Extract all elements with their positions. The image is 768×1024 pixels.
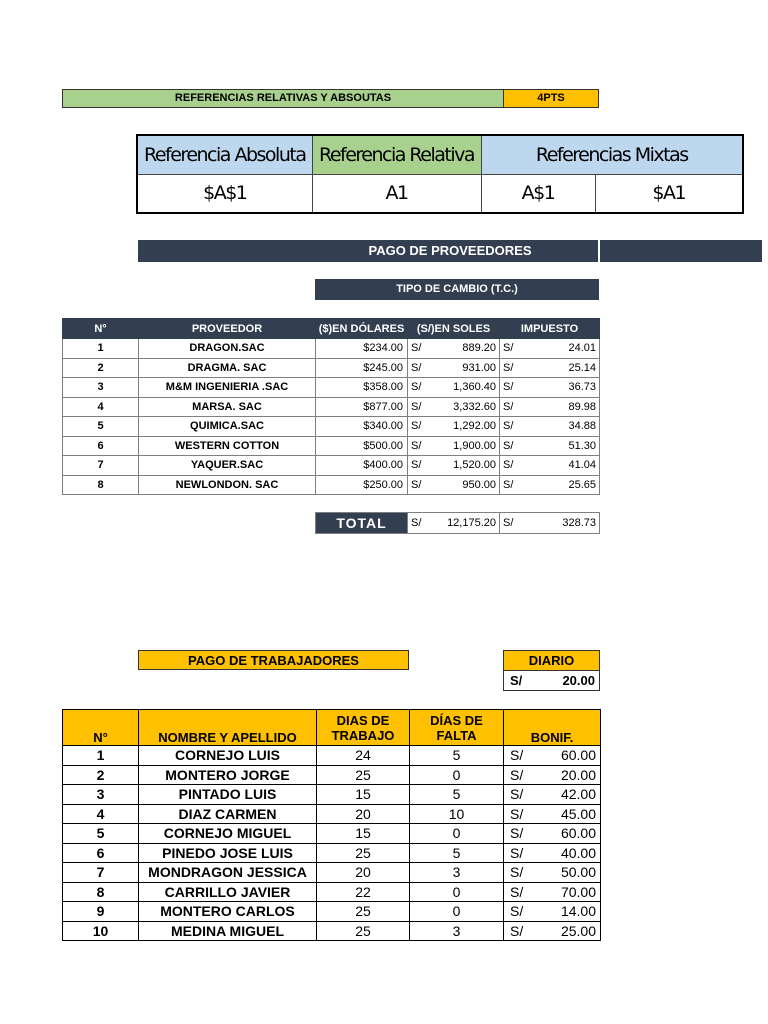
days-absent[interactable]: 3 <box>410 921 504 941</box>
currency-symbol: S/ <box>500 397 526 417</box>
ref-header-absolute[interactable]: Referencia Absoluta <box>137 135 312 174</box>
table-row <box>63 378 600 398</box>
worker-name[interactable]: MONTERO CARLOS <box>139 902 317 922</box>
trabajadores-title[interactable]: PAGO DE TRABAJADORES <box>138 650 409 670</box>
days-worked[interactable]: 25 <box>317 921 410 941</box>
days-worked[interactable]: 15 <box>317 824 410 844</box>
bonus-amount[interactable]: 20.00 <box>534 765 601 785</box>
bonus-amount[interactable]: 50.00 <box>534 863 601 883</box>
table-row <box>63 902 601 922</box>
row-number[interactable]: 4 <box>63 804 139 824</box>
worker-name[interactable]: MONTERO JORGE <box>139 765 317 785</box>
trabajadores-table <box>62 709 601 941</box>
amount-pen[interactable]: 1,360.40 <box>434 378 500 398</box>
days-worked[interactable]: 20 <box>317 804 410 824</box>
currency-symbol: S/ <box>408 397 434 417</box>
table-row <box>63 882 601 902</box>
tax-amount[interactable]: 36.73 <box>526 378 600 398</box>
table-row <box>63 456 600 476</box>
row-number[interactable]: 6 <box>63 843 139 863</box>
row-number[interactable]: 4 <box>63 397 139 417</box>
bonus-amount[interactable]: 25.00 <box>534 921 601 941</box>
bonus-amount[interactable]: 45.00 <box>534 804 601 824</box>
tax-amount[interactable]: 89.98 <box>526 397 600 417</box>
days-absent[interactable]: 5 <box>410 843 504 863</box>
days-worked[interactable]: 25 <box>317 843 410 863</box>
col-header-usd[interactable]: ($)EN DÓLARES <box>316 319 408 339</box>
bonus-amount[interactable]: 60.00 <box>534 824 601 844</box>
row-number[interactable]: 3 <box>63 785 139 805</box>
col-header-bonif[interactable]: BONIF. <box>504 710 601 746</box>
row-number[interactable]: 1 <box>63 339 139 359</box>
row-number[interactable]: 10 <box>63 921 139 941</box>
days-worked[interactable]: 25 <box>317 902 410 922</box>
table-row <box>63 746 601 766</box>
header-title[interactable]: REFERENCIAS RELATIVAS Y ABSOUTAS <box>62 89 504 108</box>
currency-symbol: S/ <box>504 804 534 824</box>
tax-amount[interactable]: 41.04 <box>526 456 600 476</box>
table-row <box>63 863 601 883</box>
worker-name[interactable]: CARRILLO JAVIER <box>139 882 317 902</box>
ref-value-mixed-row[interactable]: A$1 <box>481 174 595 213</box>
col-header-n[interactable]: N° <box>63 319 139 339</box>
worker-name[interactable]: MONDRAGON JESSICA <box>139 863 317 883</box>
currency-symbol: S/ <box>408 475 434 495</box>
amount-usd[interactable]: $358.00 <box>316 378 408 398</box>
amount-usd[interactable]: $877.00 <box>316 397 408 417</box>
bar-divider <box>598 240 600 262</box>
currency-symbol: S/ <box>408 456 434 476</box>
row-number[interactable]: 1 <box>63 746 139 766</box>
table-row <box>63 397 600 417</box>
currency-symbol: S/ <box>408 378 434 398</box>
table-row <box>63 358 600 378</box>
table-row <box>63 765 601 785</box>
currency-symbol: S/ <box>500 417 526 437</box>
tax-amount[interactable]: 25.14 <box>526 358 600 378</box>
table-row <box>63 824 601 844</box>
row-number[interactable]: 9 <box>63 902 139 922</box>
row-number[interactable]: 7 <box>63 863 139 883</box>
bonus-amount[interactable]: 60.00 <box>534 746 601 766</box>
amount-pen[interactable]: 931.00 <box>434 358 500 378</box>
col-header-pen[interactable]: (S/)EN SOLES <box>408 319 500 339</box>
total-label[interactable]: TOTAL <box>316 513 408 534</box>
row-number[interactable]: 2 <box>63 358 139 378</box>
ref-value-absolute[interactable]: $A$1 <box>137 174 312 213</box>
currency-symbol: S/ <box>408 417 434 437</box>
amount-pen[interactable]: 1,900.00 <box>434 436 500 456</box>
amount-pen[interactable]: 3,332.60 <box>434 397 500 417</box>
bonus-amount[interactable]: 40.00 <box>534 843 601 863</box>
currency-symbol: S/ <box>504 785 534 805</box>
table-row <box>63 436 600 456</box>
currency-symbol: S/ <box>500 456 526 476</box>
total-tax[interactable]: 328.73 <box>526 513 600 534</box>
supplier-name[interactable]: YAQUER.SAC <box>139 456 316 476</box>
tax-amount[interactable]: 25.65 <box>526 475 600 495</box>
ref-value-relative[interactable]: A1 <box>312 174 481 213</box>
supplier-name[interactable]: DRAGMA. SAC <box>139 358 316 378</box>
tax-amount[interactable]: 51.30 <box>526 436 600 456</box>
proveedores-total-table <box>315 512 600 534</box>
total-tax-currency: S/ <box>500 513 526 534</box>
col-header-n[interactable]: N° <box>63 710 139 746</box>
table-row <box>63 804 601 824</box>
currency-symbol: S/ <box>504 921 534 941</box>
amount-pen[interactable]: 889.20 <box>434 339 500 359</box>
table-row <box>63 921 601 941</box>
currency-symbol: S/ <box>408 358 434 378</box>
total-pen-currency: S/ <box>408 513 434 534</box>
currency-symbol: S/ <box>504 746 534 766</box>
currency-symbol: S/ <box>504 902 534 922</box>
days-absent[interactable]: 0 <box>410 765 504 785</box>
total-pen[interactable]: 12,175.20 <box>434 513 500 534</box>
supplier-name[interactable]: NEWLONDON. SAC <box>139 475 316 495</box>
amount-pen[interactable]: 1,292.00 <box>434 417 500 437</box>
amount-usd[interactable]: $500.00 <box>316 436 408 456</box>
currency-symbol: S/ <box>408 436 434 456</box>
bonus-amount[interactable]: 42.00 <box>534 785 601 805</box>
amount-usd[interactable]: $340.00 <box>316 417 408 437</box>
reference-types-table <box>136 134 744 214</box>
table-row <box>63 475 600 495</box>
diario-currency: S/ <box>504 671 534 691</box>
days-absent[interactable]: 0 <box>410 882 504 902</box>
days-absent[interactable]: 0 <box>410 902 504 922</box>
row-number[interactable]: 6 <box>63 436 139 456</box>
amount-usd[interactable]: $400.00 <box>316 456 408 476</box>
tax-amount[interactable]: 34.88 <box>526 417 600 437</box>
worker-name[interactable]: PINEDO JOSE LUIS <box>139 843 317 863</box>
row-number[interactable]: 2 <box>63 765 139 785</box>
worker-name[interactable]: DIAZ CARMEN <box>139 804 317 824</box>
col-header-nombre[interactable]: NOMBRE Y APELLIDO <box>139 710 317 746</box>
supplier-name[interactable]: M&M INGENIERIA .SAC <box>139 378 316 398</box>
row-number[interactable]: 7 <box>63 456 139 476</box>
currency-symbol: S/ <box>500 358 526 378</box>
currency-symbol: S/ <box>504 882 534 902</box>
proveedores-title: PAGO DE PROVEEDORES <box>368 243 532 258</box>
currency-symbol: S/ <box>504 765 534 785</box>
row-number[interactable]: 8 <box>63 475 139 495</box>
currency-symbol: S/ <box>504 863 534 883</box>
currency-symbol: S/ <box>500 339 526 359</box>
bonus-amount[interactable]: 70.00 <box>534 882 601 902</box>
worker-name[interactable]: CORNEJO LUIS <box>139 746 317 766</box>
diario-label[interactable]: DIARIO <box>504 651 600 671</box>
days-absent[interactable]: 0 <box>410 824 504 844</box>
currency-symbol: S/ <box>504 824 534 844</box>
row-number[interactable]: 3 <box>63 378 139 398</box>
row-number[interactable]: 5 <box>63 824 139 844</box>
col-header-proveedor[interactable]: PROVEEDOR <box>139 319 316 339</box>
table-row <box>63 339 600 359</box>
days-absent[interactable]: 3 <box>410 863 504 883</box>
exchange-rate-label[interactable]: TIPO DE CAMBIO (T.C.) <box>315 279 599 300</box>
currency-symbol: S/ <box>408 339 434 359</box>
ref-header-mixed[interactable]: Referencias Mixtas <box>481 135 743 174</box>
amount-pen[interactable]: 1,520.00 <box>434 456 500 476</box>
days-absent[interactable]: 10 <box>410 804 504 824</box>
ref-value-mixed-col[interactable]: $A1 <box>595 174 743 213</box>
days-worked[interactable]: 15 <box>317 785 410 805</box>
supplier-name[interactable]: MARSA. SAC <box>139 397 316 417</box>
proveedores-table <box>62 318 600 495</box>
days-absent[interactable]: 5 <box>410 785 504 805</box>
currency-symbol: S/ <box>500 436 526 456</box>
row-number[interactable]: 5 <box>63 417 139 437</box>
col-header-dias-trabajo[interactable]: DIAS DE TRABAJO <box>317 710 410 746</box>
col-header-tax[interactable]: IMPUESTO <box>500 319 600 339</box>
header-points[interactable]: 4PTS <box>503 89 599 108</box>
currency-symbol: S/ <box>500 475 526 495</box>
currency-symbol: S/ <box>500 378 526 398</box>
supplier-name[interactable]: WESTERN COTTON <box>139 436 316 456</box>
supplier-name[interactable]: QUIMICA.SAC <box>139 417 316 437</box>
amount-usd[interactable]: $234.00 <box>316 339 408 359</box>
currency-symbol: S/ <box>504 843 534 863</box>
amount-usd[interactable]: $245.00 <box>316 358 408 378</box>
col-header-dias-falta[interactable]: DÍAS DE FALTA <box>410 710 504 746</box>
table-row <box>63 417 600 437</box>
worker-name[interactable]: MEDINA MIGUEL <box>139 921 317 941</box>
diario-value[interactable]: 20.00 <box>534 671 600 691</box>
days-absent[interactable]: 5 <box>410 746 504 766</box>
days-worked[interactable]: 24 <box>317 746 410 766</box>
days-worked[interactable]: 25 <box>317 765 410 785</box>
proveedores-title-bar[interactable] <box>138 240 762 262</box>
worker-name[interactable]: PINTADO LUIS <box>139 785 317 805</box>
row-number[interactable]: 8 <box>63 882 139 902</box>
amount-usd[interactable]: $250.00 <box>316 475 408 495</box>
diario-table <box>503 650 600 691</box>
days-worked[interactable]: 20 <box>317 863 410 883</box>
days-worked[interactable]: 22 <box>317 882 410 902</box>
table-row <box>63 785 601 805</box>
supplier-name[interactable]: DRAGON.SAC <box>139 339 316 359</box>
amount-pen[interactable]: 950.00 <box>434 475 500 495</box>
ref-header-relative[interactable]: Referencia Relativa <box>312 135 481 174</box>
tax-amount[interactable]: 24.01 <box>526 339 600 359</box>
table-row <box>63 843 601 863</box>
worker-name[interactable]: CORNEJO MIGUEL <box>139 824 317 844</box>
bonus-amount[interactable]: 14.00 <box>534 902 601 922</box>
